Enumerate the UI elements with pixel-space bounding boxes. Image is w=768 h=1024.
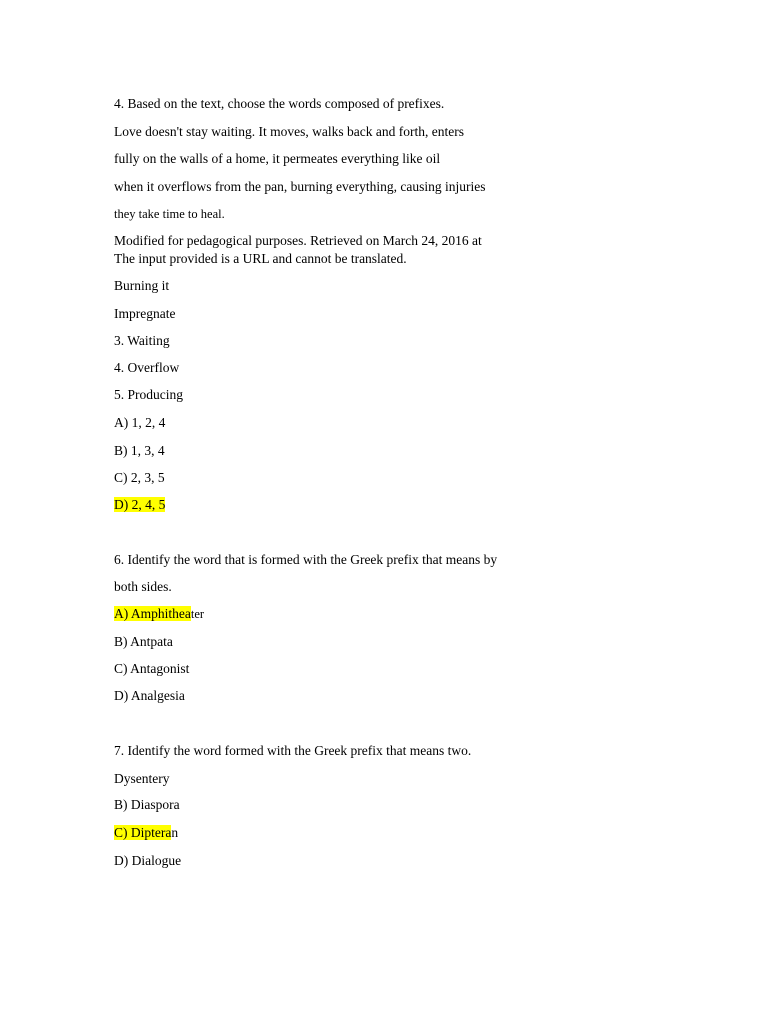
- q4-option-c: C) 2, 3, 5: [114, 470, 165, 485]
- answer-rest: ter: [190, 607, 205, 621]
- source-line-2: The input provided is a URL and cannot be translated.: [114, 251, 407, 266]
- answer-rest: n: [171, 825, 179, 840]
- source-line-1: Modified for pedagogical purposes. Retrieved on March 24, 2016 at: [114, 233, 482, 248]
- word-item-1: Burning it: [114, 278, 170, 293]
- q4-prompt: 4. Based on the text, choose the words composed of prefixes.: [114, 96, 445, 111]
- q6-option-c: C) Antagonist: [114, 661, 190, 676]
- passage-line-2: fully on the walls of a home, it permeates everything like oil: [114, 151, 441, 166]
- word-item-2: Impregnate: [114, 306, 176, 321]
- q4-option-b: B) 1, 3, 4: [114, 443, 165, 458]
- answer-highlight: C) Diptera: [114, 825, 172, 840]
- passage-line-4: they take time to heal.: [114, 207, 225, 221]
- q4-option-a: A) 1, 2, 4: [114, 415, 166, 430]
- word-item-5: 5. Producing: [114, 387, 183, 402]
- passage-line-3: when it overflows from the pan, burning everything, causing injuries: [114, 179, 486, 194]
- q6-answer-option: [114, 606, 204, 622]
- q7-option-b: B) Diaspora: [114, 797, 180, 812]
- q6-option-d: D) Analgesia: [114, 688, 185, 703]
- answer-highlight: A) Amphithea: [114, 606, 191, 621]
- q6-prompt-line-1: 6. Identify the word that is formed with the Greek prefix that means by: [114, 552, 498, 567]
- q7-option-d: D) Dialogue: [114, 853, 182, 868]
- q7-answer-option: [114, 825, 178, 841]
- passage-line-1: Love doesn't stay waiting. It moves, walks back and forth, enters: [114, 124, 464, 139]
- q7-option-a: Dysentery: [114, 771, 170, 786]
- q7-prompt: 7. Identify the word formed with the Greek prefix that means two.: [114, 743, 472, 758]
- q4-answer-option: [114, 497, 165, 513]
- q6-option-b: B) Antpata: [114, 634, 173, 649]
- answer-highlight: D) 2, 4, 5: [114, 497, 166, 512]
- word-item-3: 3. Waiting: [114, 333, 170, 348]
- q6-prompt-line-2: both sides.: [114, 579, 172, 594]
- word-item-4: 4. Overflow: [114, 360, 180, 375]
